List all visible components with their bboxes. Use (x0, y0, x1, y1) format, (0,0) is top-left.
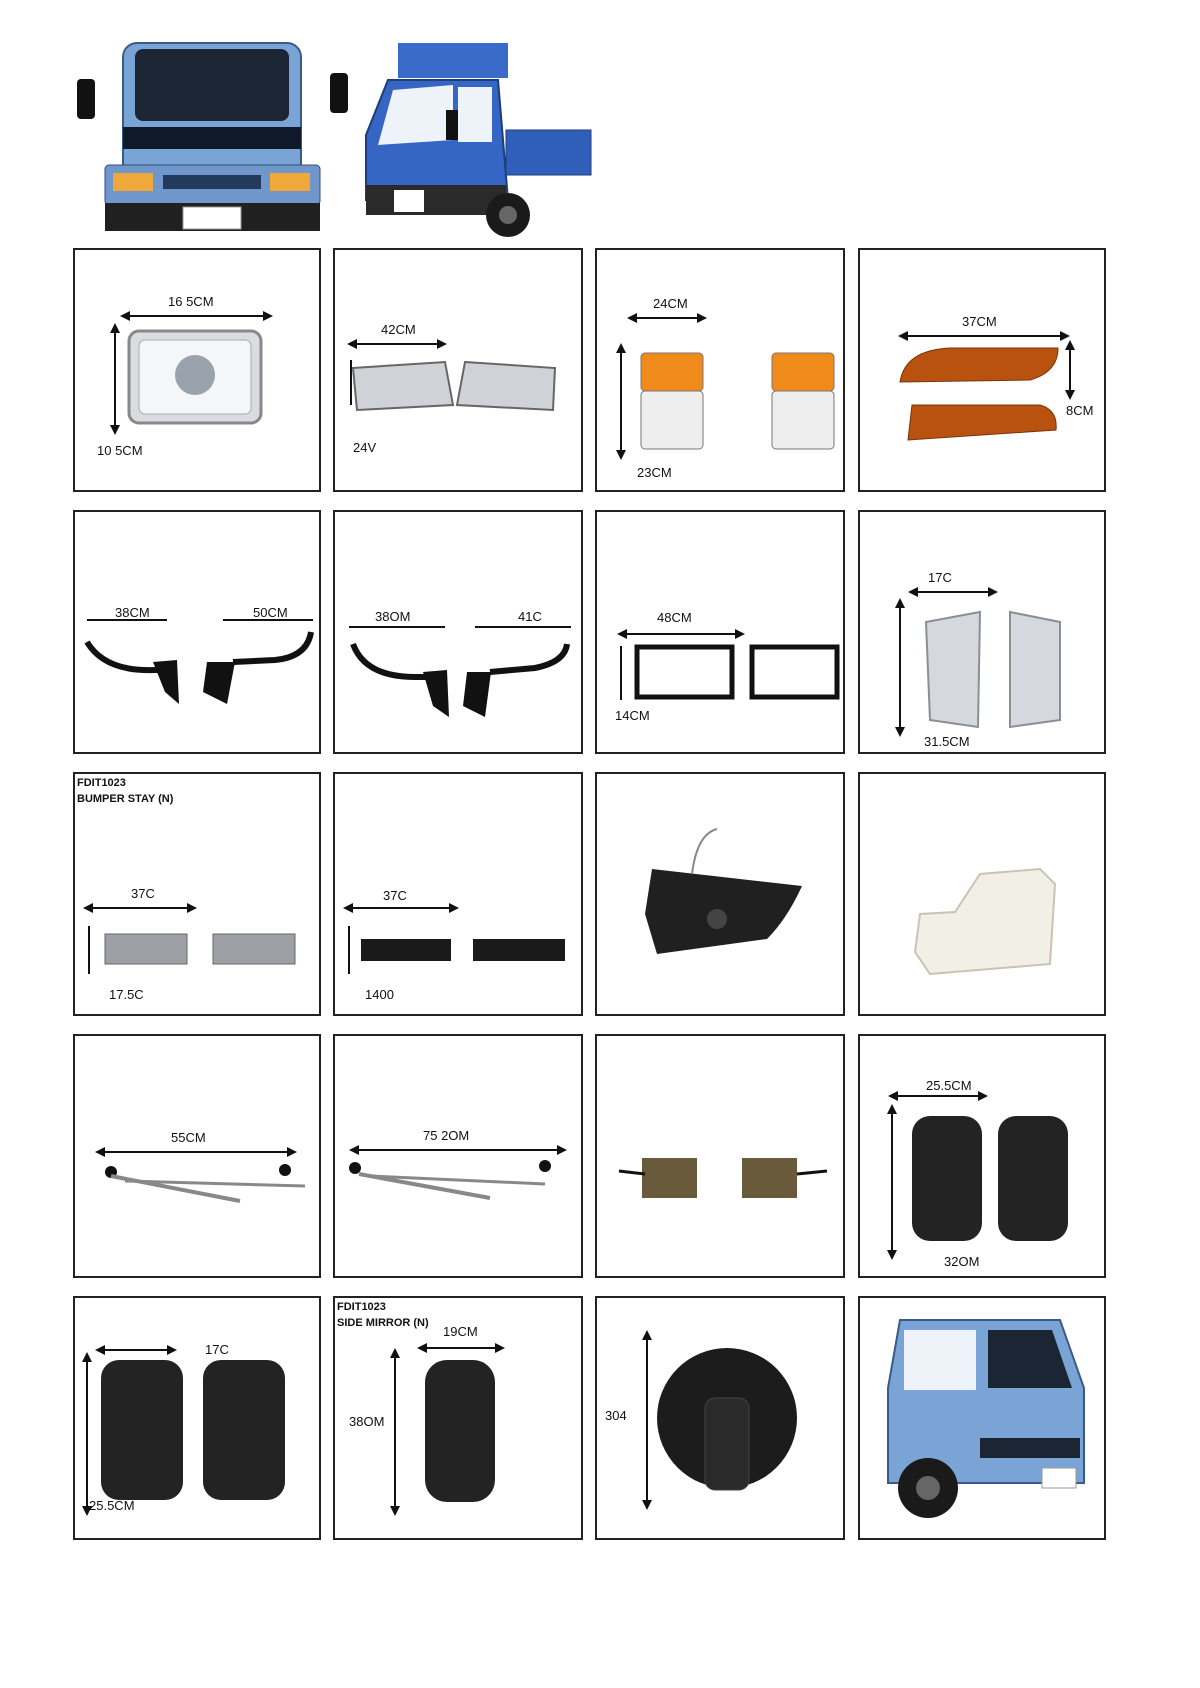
dimension-height: 1400 (365, 987, 394, 1002)
dimension-height: 14CM (615, 708, 650, 723)
marker-lamp-image (860, 250, 1106, 492)
dimension-height: 23CM (637, 465, 672, 480)
part-name: SIDE MIRROR (N) (337, 1317, 429, 1329)
part-card-door-lock[interactable] (595, 1034, 845, 1278)
part-card-headlamp[interactable] (73, 248, 321, 492)
round-mirror-image (597, 1298, 845, 1540)
part-card-mirror-arm-2[interactable] (333, 510, 583, 754)
part-card-mirror-head-1[interactable] (858, 1034, 1106, 1278)
dimension-height: 25.5CM (89, 1498, 135, 1513)
washer-tank-image (860, 774, 1106, 1016)
mirror-arm-image (335, 512, 583, 754)
corner-lamp-image (597, 250, 845, 492)
dimension-height: 8CM (1066, 403, 1094, 418)
dimension-width: 55CM (171, 1130, 206, 1145)
part-card-grille-panel[interactable] (858, 510, 1106, 754)
dimension-a: 38OM (375, 609, 411, 624)
part-card-wiper-linkage-2[interactable] (333, 1034, 583, 1278)
mirror-head-image (860, 1036, 1106, 1278)
part-card-corner-lamp[interactable] (595, 248, 845, 492)
dimension-b: 41C (518, 609, 542, 624)
dimension-width: 75 2OM (423, 1128, 470, 1143)
dimension-height: 32OM (944, 1254, 980, 1269)
head-lamp-pair-image (335, 250, 583, 492)
part-card-round-mirror[interactable] (595, 1296, 845, 1540)
dimension-width: 37C (383, 888, 407, 903)
dimension-width: 37C (131, 886, 155, 901)
dimension-width: 42CM (381, 322, 416, 337)
part-card-mirror-arm-1[interactable] (73, 510, 321, 754)
part-card-fog-lamp-housing[interactable] (595, 772, 845, 1016)
door-lock-image (597, 1036, 845, 1278)
part-name: BUMPER STAY (N) (77, 793, 174, 805)
truck-front-image (75, 35, 350, 245)
dimension-height: 304 (605, 1408, 627, 1423)
wiper-linkage-image (335, 1036, 583, 1278)
wiper-linkage-image (75, 1036, 321, 1278)
fog-lamp-housing-image (597, 774, 845, 1016)
grille-panel-image (860, 512, 1106, 754)
truck-side-image (358, 25, 593, 250)
part-card-wiper-linkage-1[interactable] (73, 1034, 321, 1278)
dimension-height: 31.5CM (924, 734, 970, 749)
truck-cab-image (860, 1298, 1106, 1540)
dimension-voltage: 24V (353, 440, 377, 455)
dimension-height: 38OM (349, 1414, 385, 1429)
dimension-width: 19CM (443, 1324, 478, 1339)
dimension-height: 10 5CM (97, 443, 143, 458)
part-card-mirror-head-2[interactable] (73, 1296, 321, 1540)
dimension-width: 17C (928, 570, 952, 585)
part-card-marker-lamp[interactable] (858, 248, 1106, 492)
dimension-width: 25.5CM (926, 1078, 972, 1093)
dimension-height: 17.5C (109, 987, 144, 1002)
dimension-a: 38CM (115, 605, 150, 620)
part-code: FDIT1023 (337, 1301, 386, 1313)
part-card-washer-tank[interactable] (858, 772, 1106, 1016)
part-card-truck-cab[interactable] (858, 1296, 1106, 1540)
bumper-stay-image (75, 774, 321, 1016)
part-card-head-lamp-pair[interactable] (333, 248, 583, 492)
part-card-bumper-stay[interactable] (73, 772, 321, 1016)
dimension-width: 37CM (962, 314, 997, 329)
mirror-arm-image (75, 512, 321, 754)
part-card-bumper-bracket[interactable] (333, 772, 583, 1016)
dimension-b: 50CM (253, 605, 288, 620)
dimension-width: 48CM (657, 610, 692, 625)
bumper-bracket-image (335, 774, 583, 1016)
dimension-width: 24CM (653, 296, 688, 311)
dimension-width: 17C (205, 1342, 229, 1357)
part-card-headlamp-frame[interactable] (595, 510, 845, 754)
part-card-side-mirror[interactable] (333, 1296, 583, 1540)
dimension-width: 16 5CM (168, 294, 214, 309)
part-code: FDIT1023 (77, 777, 126, 789)
